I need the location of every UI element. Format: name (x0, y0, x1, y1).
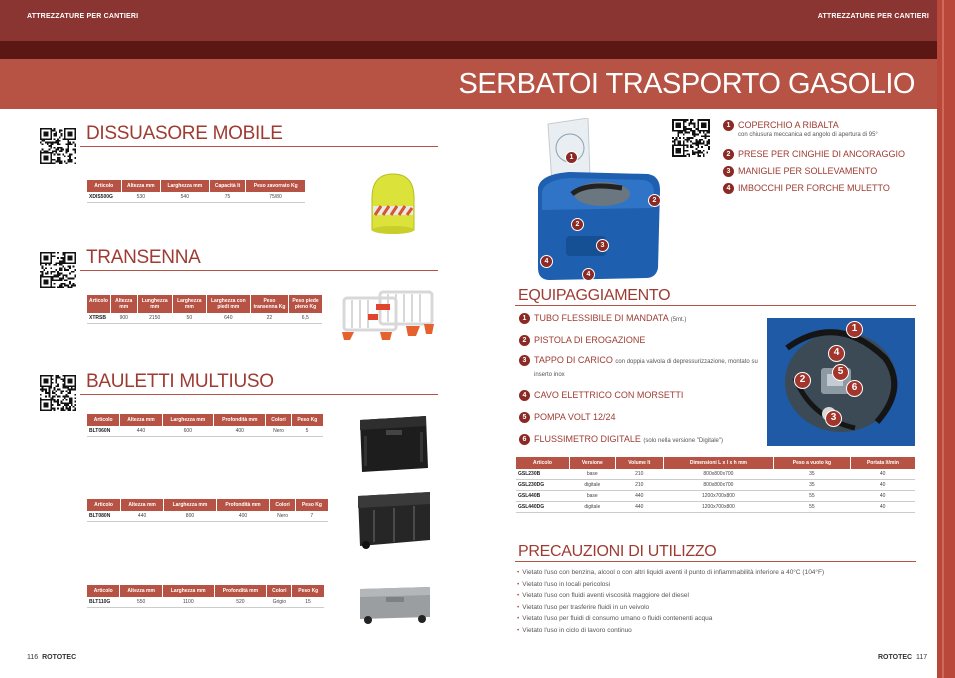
section-title-transenna: TRANSENNA (86, 247, 201, 268)
table-row: GSL230B base 210 800x800x700 35 40 (516, 469, 915, 480)
callout-marker: 1 (565, 151, 578, 164)
callout-marker: 1 (846, 321, 863, 338)
section-divider (80, 146, 438, 147)
title-band (0, 59, 937, 109)
list-item: • Vietato l'uso in locali pericolosi (517, 581, 824, 588)
feature-item: 3 MANIGLIE PER SOLLEVAMENTO (723, 166, 923, 177)
dark-band (0, 41, 937, 59)
footer-left (27, 654, 76, 661)
table-row: BLT110G 550 1100 520 Grigio 15 (87, 597, 324, 608)
list-item: • Vietato l'uso in ciclo di lavoro continuo (517, 627, 824, 634)
equip-item: 4 CAVO ELETTRICO CON MORSETTI (519, 390, 759, 401)
transenna-photo (340, 288, 436, 344)
section-title-bauletti: BAULETTI MULTIUSO (86, 371, 274, 392)
col-header: Altezza mm (121, 180, 161, 192)
brand-name: ROTOTEC (878, 654, 913, 661)
qr-code-icon[interactable] (40, 375, 76, 411)
section-title-precauzioni: PRECAUZIONI DI UTILIZZO (518, 543, 717, 560)
section-title-dissuasore: DISSUASORE MOBILE (86, 123, 283, 144)
feature-item: 1 COPERCHIO A RIBALTA con chiusura meccanica ed angolo di apertura di 95° (723, 120, 923, 139)
callout-marker: 2 (794, 372, 811, 389)
serbatoio-photo (530, 118, 670, 283)
equip-item: 1 TUBO FLESSIBILE DI MANDATA (5mt.) (519, 313, 759, 326)
list-item: • Vietato l'uso per fluidi di consumo umano o fluidi contenenti acqua (517, 615, 824, 622)
equipaggiamento-list (519, 313, 759, 453)
table-row: BLT060N 440 600 400 Nero 5 (87, 426, 323, 437)
header-left-label: ATTREZZATURE PER CANTIERI (27, 13, 139, 20)
qr-code-icon[interactable] (672, 119, 710, 157)
callout-marker: 2 (648, 194, 661, 207)
table-row: XTRSB 900 2150 50 640 22 6,5 (87, 313, 322, 324)
header-right-label: ATTREZZATURE PER CANTIERI (817, 13, 929, 20)
list-item: • Vietato l'uso con fluidi aventi viscosità maggiore del diesel (517, 592, 824, 599)
list-item: • Vietato l'uso per trasferire fluidi in un veivolo (517, 604, 824, 611)
col-header: Articolo (87, 180, 121, 192)
section-title-equipaggiamento: EQUIPAGGIAMENTO (518, 287, 671, 304)
bauletto-photo (356, 583, 434, 625)
bauletti-table-2: Articolo Altezza mm Larghezza mm Profondità mm Colori Peso Kg BLT080N 440 800 400 Nero 7 (87, 499, 328, 522)
col-header: Capacità lt (209, 180, 246, 192)
bauletti-table-1: Articolo Altezza mm Larghezza mm Profondità mm Colori Peso Kg BLT060N 440 600 400 Nero 5 (87, 414, 323, 437)
equip-item: 5 POMPA VOLT 12/24 (519, 412, 759, 423)
section-divider (515, 305, 916, 306)
col-header: Peso zavorrato Kg (246, 180, 305, 192)
page-number: 116 (27, 654, 39, 661)
qr-code-icon[interactable] (40, 252, 76, 288)
callout-marker: 4 (582, 268, 595, 281)
table-row: XDIS500G 530 540 75 75/80 (87, 192, 305, 203)
dissuasore-photo (368, 170, 418, 236)
feature-list (723, 120, 923, 200)
footer-right (878, 654, 927, 661)
feature-item: 2 PRESE PER CINGHIE DI ANCORAGGIO (723, 149, 923, 160)
section-divider (80, 270, 438, 271)
bauletto-photo (354, 488, 434, 550)
equip-item: 2 PISTOLA DI EROGAZIONE (519, 335, 759, 346)
callout-marker: 3 (596, 239, 609, 252)
bauletto-photo (356, 410, 432, 474)
table-row: GSL230DG digitale 210 800x800x700 35 40 (516, 480, 915, 491)
callout-marker: 5 (832, 364, 849, 381)
callout-marker: 6 (846, 380, 863, 397)
brand-name: ROTOTEC (42, 654, 77, 661)
section-divider (80, 394, 438, 395)
callout-marker: 3 (825, 410, 842, 427)
col-header: Larghezza mm (161, 180, 209, 192)
equipaggiamento-photo (767, 318, 915, 446)
table-row: BLT080N 440 800 400 Nero 7 (87, 511, 328, 522)
dissuasore-table (87, 180, 305, 203)
transenna-table: Articolo Altezza mm Lunghezza mm Larghezza mm Larghezza con piedi mm Peso transenna Kg Peso piede pieno Kg XTRSB 900 2150 50 640 22 6,5 (87, 295, 322, 324)
callout-marker: 2 (571, 218, 584, 231)
top-bar (0, 0, 937, 41)
list-item: • Vietato l'uso con benzina, alcool o con altri liquidi aventi il punto di infiammabilità inferiore a 40°C (104°F) (517, 569, 824, 576)
table-row: GSL440B base 440 1200x700x800 55 40 (516, 491, 915, 502)
callout-marker: 4 (828, 345, 845, 362)
serbatoi-table: Articolo Versione Volume lt Dimensioni L x l x h mm Peso a vuoto kg Portata lt/min GSL230B base 210 800x800x700 35 40 GSL230DG digitale 210 800x800x700 35 40 GSL440B base 440 1200x700x800 55 40 GSL440DG digitale 440 1200x700x800 55 40 (516, 457, 915, 513)
feature-item: 4 IMBOCCHI PER FORCHE MULETTO (723, 183, 923, 194)
qr-code-icon[interactable] (40, 128, 76, 164)
bauletti-table-3: Articolo Altezza mm Larghezza mm Profondità mm Colori Peso Kg BLT110G 550 1100 520 Grigio 15 (87, 585, 324, 608)
callout-marker: 4 (540, 255, 553, 268)
section-divider (515, 561, 916, 562)
precauzioni-list (517, 569, 824, 639)
equip-item: 3 TAPPO DI CARICO con doppia valvola di depressurizzazione, montato su inserto inox (519, 355, 759, 381)
page-title: SERBATOI TRASPORTO GASOLIO (458, 68, 915, 100)
page-number: 117 (916, 654, 928, 661)
page-edge-strip (937, 0, 955, 678)
table-row: GSL440DG digitale 440 1200x700x800 55 40 (516, 502, 915, 513)
equip-item: 6 FLUSSIMETRO DIGITALE (solo nella versione "Digitale") (519, 434, 759, 447)
